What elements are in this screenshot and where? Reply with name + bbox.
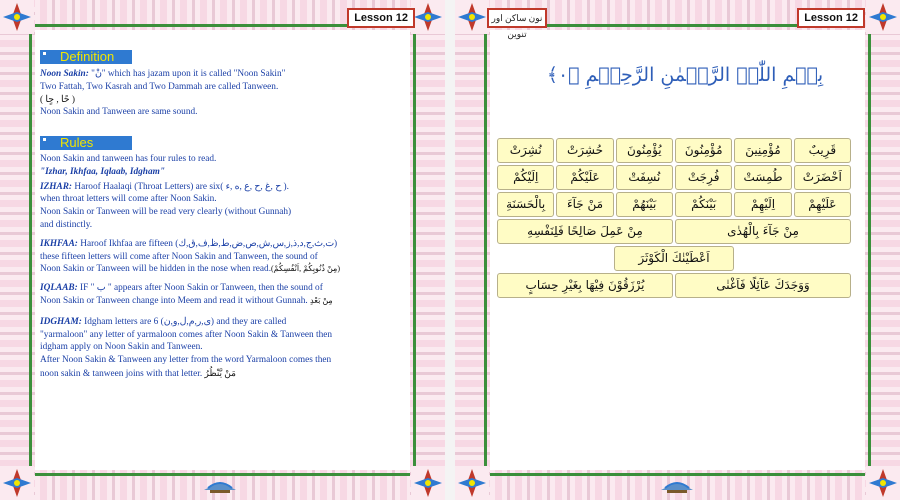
- word-box: بَيْنَهُمْ: [616, 192, 673, 217]
- iqlaab-example: مِنْ بَعْدِ: [310, 295, 333, 305]
- border-right: [865, 0, 900, 500]
- idgham-line-2: "yarmaloon" any letter of yarmaloon comes after Noon Sakin & Tanween then: [40, 329, 333, 340]
- lesson-label: Lesson 12: [347, 8, 415, 28]
- corner-ornament-icon: [866, 0, 900, 34]
- word-box: بِالْحَسَنَةِ: [497, 192, 554, 217]
- definition-heading: Definition: [40, 50, 132, 64]
- word-box: اِلَيْهِمْ: [734, 192, 791, 217]
- word-box: بَيْنَكُمْ: [675, 192, 732, 217]
- word-box: مُؤْمِنُونَ: [675, 138, 732, 163]
- page-gutter: [445, 0, 455, 500]
- tanween-examples: ( حًا , حٍا ): [40, 94, 75, 105]
- word-box: مُؤْمِنِينَ: [734, 138, 791, 163]
- word-box: حُشِرَتْ: [556, 138, 613, 163]
- noon-sakin-term: Noon Sakin:: [40, 69, 89, 79]
- word-row: [497, 273, 851, 298]
- izhar-term: IZHAR:: [40, 181, 73, 192]
- izhar-line-2: when throat letters will come after Noon Sakin.: [40, 194, 217, 205]
- word-box: اِلَيْكُمْ: [497, 165, 554, 190]
- word-box: عَلَيْهِمْ: [794, 192, 851, 217]
- word-box: مِنْ عَمِلَ صَالِحًا فَلِنَفْسِهِ: [497, 219, 673, 244]
- word-box: فُرِجَتْ: [675, 165, 732, 190]
- idgham-line-1: Idgham letters are 6 (ى,ر,م,ل,و,ن) and they are called: [84, 316, 287, 327]
- corner-ornament-icon: [455, 0, 489, 34]
- corner-ornament-icon: [455, 466, 489, 500]
- noon-sakin-text: "نْ" which has jazam upon it is called "Noon Sakin": [91, 69, 286, 79]
- word-box: يُؤْمِنُونَ: [616, 138, 673, 163]
- ikhfaa-term: IKHFAA:: [40, 238, 78, 249]
- word-box: قَرِيبٌ: [794, 138, 851, 163]
- izhar-line-3: Noon Sakin or Tanween will be read very clearly (without Gunnah): [40, 207, 292, 218]
- bismillah-heading: بِسۡمِ اللّٰہِ الرَّحۡمٰنِ الرَّحِیۡمِ ﴿۰﴾: [546, 64, 824, 86]
- corner-ornament-icon: [0, 466, 34, 500]
- word-box: مَنْ جَآءَ: [556, 192, 613, 217]
- quran-stand-icon: [657, 476, 697, 494]
- same-sound-text: Noon Sakin and Tanween are same sound.: [40, 107, 198, 118]
- word-grid: [497, 138, 851, 300]
- word-row: [497, 246, 851, 271]
- word-box: مِنْ جَآءَ بِالْهُدٰى: [675, 219, 851, 244]
- ikhfaa-example: (مِنْ ذُنُوبِكُمْ ,اَنْفُسِكُمْ): [271, 264, 341, 274]
- ikhfaa-line-2: these fifteen letters will come after Noon Sakin and Tanween, the sound of: [40, 251, 318, 262]
- idgham-line-4: After Noon Sakin & Tanween any letter from the word Yarmaloon comes then: [40, 355, 332, 366]
- corner-ornament-icon: [411, 466, 445, 500]
- rule-names: "Izhar, Ikhfaa, Iqlaab, Idgham": [40, 166, 166, 177]
- word-row: [497, 192, 851, 217]
- idgham-line-5: noon sakin & tanween joins with that letter.: [40, 368, 203, 379]
- right-page: [455, 0, 900, 500]
- izhar-line-1: Haroof Haalaqi (Throat Letters) are six( ح ,غ ,ح ,ع ,ه ,ء ).: [74, 181, 289, 192]
- quran-stand-icon: [200, 476, 240, 494]
- border-left: [455, 0, 490, 500]
- rules-intro: Noon Sakin and tanween has four rules to read.: [40, 154, 217, 164]
- border-left: [0, 0, 35, 500]
- idgham-term: IDGHAM:: [40, 316, 82, 327]
- word-box: نُشِرَتْ: [497, 138, 554, 163]
- ikhfaa-line-3: Noon Sakin or Tanween will be hidden in the nose when read.: [40, 264, 272, 275]
- rules-heading: Rules: [40, 136, 132, 150]
- izhar-line-4: and distinctly.: [40, 219, 93, 230]
- iqlaab-line-1: IF " ب " appears after Noon Sakin or Tanween, then the sound of: [80, 283, 323, 294]
- corner-ornament-icon: [411, 0, 445, 34]
- tanween-text: Two Fattah, Two Kasrah and Two Dammah are called Tanween.: [40, 81, 279, 92]
- corner-ornament-icon: [0, 0, 34, 34]
- word-row: [497, 219, 851, 244]
- iqlaab-line-2: Noon Sakin or Tanween change into Meem and read it without Gunnah.: [40, 295, 308, 306]
- word-box: اَعْطَيْنٰكَ الْكَوْثَرَ: [614, 246, 734, 271]
- lesson-label: Lesson 12: [797, 8, 865, 28]
- word-box: وَوَجَدَكَ عَآئِلًا فَاَغْنٰى: [675, 273, 851, 298]
- rules-text: [40, 153, 420, 381]
- word-box: عَلَيْكُمْ: [556, 165, 613, 190]
- idgham-example: مَنْ يَّنْظُرُ: [204, 367, 236, 378]
- ikhfaa-line-1: Haroof Ikhfaa are fifteen (ت,ث,ج,د,ذ,ز,س,ش,ص,ض,ط,ظ,ف,ق,ك): [80, 238, 338, 249]
- word-row: [497, 165, 851, 190]
- word-box: طُمِسَتْ: [734, 165, 791, 190]
- word-row: [497, 138, 851, 163]
- left-page: [0, 0, 445, 500]
- urdu-title-tag: نون ساکن اور تنوین: [487, 8, 547, 28]
- iqlaab-term: IQLAAB:: [40, 283, 78, 294]
- definition-text: [40, 68, 420, 119]
- word-box: اَحْضَرَتْ: [794, 165, 851, 190]
- word-box: نُسِفَتْ: [616, 165, 673, 190]
- idgham-line-3: idgham apply on Noon Sakin and Tanween.: [40, 342, 203, 353]
- corner-ornament-icon: [866, 466, 900, 500]
- word-box: يُرْزَقُوْنَ فِيْهَا بِغَيْرِ حِسَابٍ: [497, 273, 673, 298]
